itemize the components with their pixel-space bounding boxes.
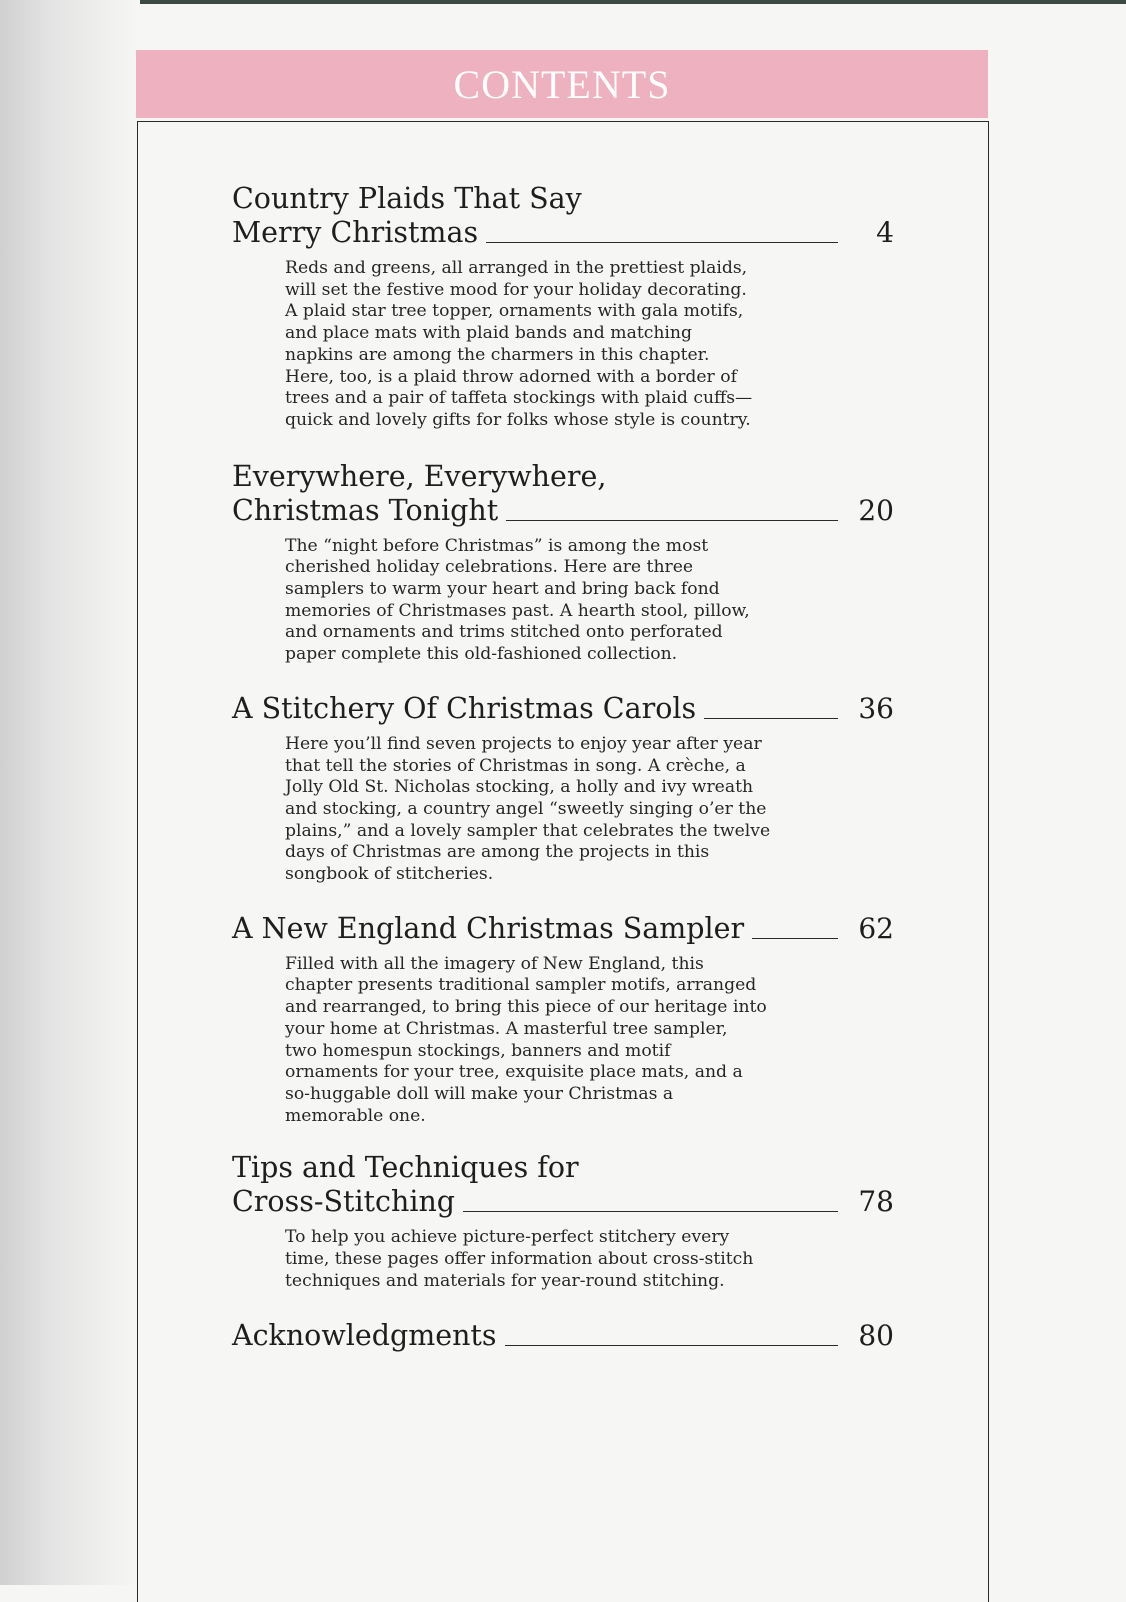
page-number: 78 (858, 1185, 894, 1219)
dot-leader (505, 1345, 838, 1346)
toc-entry[interactable] (232, 1151, 912, 1292)
page-top-edge (0, 0, 1126, 4)
page-number: 4 (876, 216, 894, 249)
page-number: 36 (858, 691, 894, 725)
toc-entry[interactable] (232, 182, 912, 432)
dot-leader (704, 718, 838, 719)
toc-entry[interactable] (232, 692, 912, 886)
toc-entry-title: A Stitchery Of Christmas Carols 36 (232, 691, 894, 725)
toc-entry-title: Acknowledgments 80 (232, 1318, 894, 1352)
toc-entry-title: A New England Christmas Sampler 62 (232, 911, 894, 945)
dot-leader (463, 1211, 838, 1212)
toc-entry[interactable] (232, 1319, 912, 1353)
toc-entry-description: Reds and greens, all arranged in the prettiest plaids, will set the festive mood for your holiday decorating. A plaid star tree topper, ornaments with gala motifs, and place mats with plaid bands and matching napkins are among the charmers in this chapter. Here, too, is a plaid throw adorned with a border of trees and a pair of taffeta stockings with plaid cuffs— quick and lovely gifts for folks whose style is country. (285, 258, 753, 430)
toc-entry-description: Here you’ll find seven projects to enjoy year after year that tell the stories of Christmas in song. A crèche, a Jolly Old St. Nicholas stocking, a holly and ivy wreath and stocking, a country angel “sweetly singing o’er the plains,” and a lovely sampler that celebrates the twelve days of Christmas are among the projects in this songbook of stitcheries. (285, 733, 771, 885)
toc-entry-title: Tips and Techniques for Cross-Stitching 78 (232, 1151, 894, 1219)
toc-entry-title: Everywhere, Everywhere, Christmas Tonight 20 (232, 459, 894, 527)
toc-entry-description: The “night before Christmas” is among the most cherished holiday celebrations. Here are three samplers to warm your heart and bring back fond memories of Christmases past. A hearth stool, pillow, and ornaments and trims stitched onto perforated paper complete this old-fashioned collection. (285, 535, 750, 665)
toc-entry-description: Filled with all the imagery of New England, this chapter presents traditional sampler motifs, arranged and rearranged, to bring this piece of our heritage into your home at Christmas. A masterful tree sampler, two homespun stockings, banners and motif ornaments for your tree, exquisite place mats, and a so-huggable doll will make your Christmas a memorable one. (285, 953, 767, 1126)
toc-entry-description: To help you achieve picture-perfect stitchery every time, these pages offer information about cross-stitch techniques and materials for year-round stitching. (285, 1227, 754, 1291)
page-number: 62 (858, 911, 894, 945)
dot-leader (752, 938, 838, 939)
page-number: 80 (858, 1318, 894, 1352)
page-number: 20 (858, 493, 894, 527)
toc-entry[interactable] (232, 460, 912, 666)
dot-leader (506, 520, 838, 521)
toc-entry-title: Country Plaids That Say Merry Christmas 4 (232, 182, 894, 249)
dot-leader (486, 242, 838, 243)
table-of-contents (232, 182, 912, 1353)
toc-entry[interactable] (232, 912, 912, 1128)
page-title: CONTENTS (453, 61, 671, 107)
book-spine-shadow (0, 0, 140, 1585)
contents-header-band (136, 50, 988, 118)
